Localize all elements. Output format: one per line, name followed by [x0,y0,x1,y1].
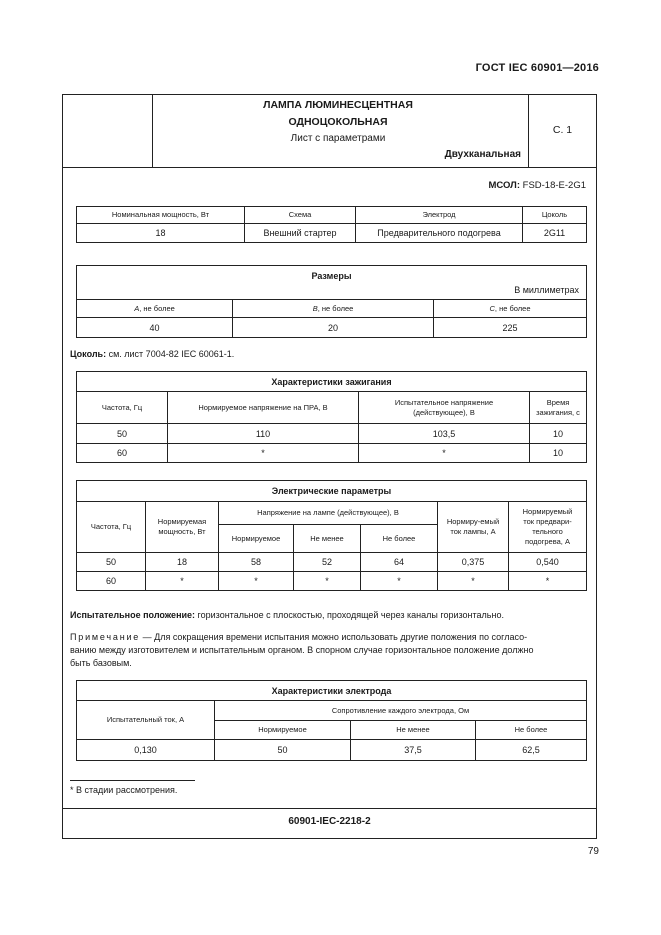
header-el-current: Нормиру-емый ток лампы, А [438,502,509,553]
header-el-power: Нормируемая мощность, Вт [146,502,219,553]
header-ign-freq: Частота, Гц [77,392,168,424]
resist-max-value: 62,5 [476,740,587,761]
electrode-title: Характеристики электрода [77,681,587,701]
value-electrode: Предварительного подогрева [356,224,523,243]
subtitle: Лист с параметрами [290,133,386,144]
note-text-3: быть базовым. [70,658,132,668]
ign-r1-ballast: 110 [168,424,359,444]
footnote-divider [70,780,195,781]
test-position-text: горизонтальное с плоскостью, проходящей через каналы горизонтально. [195,610,504,620]
header-el-v-rated: Нормируемое [219,525,294,553]
el-r1-preheat: 0,540 [509,553,587,572]
test-position [70,609,504,622]
dim-b-letter: B [312,303,318,313]
footnote: * В стадии рассмотрения. [70,785,178,795]
value-base: 2G11 [523,224,587,243]
note-text-2: ванию между изготовителем и испытательным органом. В спорном случае горизонтальное положение должно [70,645,534,655]
header-ign-ballast-voltage: Нормируемое напряжение на ПРА, В [168,392,359,424]
dim-c-letter: C [489,303,495,313]
header-resist-max: Не более [476,721,587,740]
header-electrode-resistance: Сопротивление каждого электрода, Ом [215,701,587,721]
ign-r2-test: * [359,444,530,463]
title-line-2: ОДНОЦОКОЛЬНАЯ [288,116,388,128]
el-r2-power: * [146,572,219,591]
electrical-title: Электрические параметры [77,481,587,502]
ignition-title: Характеристики зажигания [77,372,587,392]
standard-number: ГОСТ IEC 60901—2016 [475,62,599,74]
ignition-table [76,371,587,463]
dim-b-suffix: , не более [317,303,354,313]
note-text-1: — Для сокращения времени испытания можно использовать другие положения по согласо- [140,632,528,642]
base-note [70,348,234,361]
dimensions-title: Размеры [311,271,352,281]
el-r1-freq: 50 [77,553,146,572]
electrode-table [76,680,587,761]
header-dim-b [233,300,434,318]
el-r1-v-min: 52 [294,553,361,572]
el-r1-current: 0,375 [438,553,509,572]
dim-c-suffix: , не более [494,303,531,313]
title-line-1: ЛАМПА ЛЮМИНЕСЦЕНТНАЯ [263,99,413,111]
header-el-v-max: Не более [361,525,438,553]
sheet-number: С. 1 [552,124,573,136]
ign-r1-time: 10 [530,424,587,444]
note [70,631,595,670]
header-el-v-min: Не менее [294,525,361,553]
ign-r2-ballast: * [168,444,359,463]
header-dim-c [434,300,587,318]
base-note-text: см. лист 7004-82 IEC 60061-1. [106,349,235,359]
dimensions-title-cell [77,266,587,300]
header-power: Номинальная мощность, Вт [77,207,245,224]
header-el-freq: Частота, Гц [77,502,146,553]
note-label: Примечание [70,632,141,642]
msol-label: МСОЛ: [488,180,520,191]
el-r2-v-max: * [361,572,438,591]
electrical-table [76,480,587,591]
ign-r1-freq: 50 [77,424,168,444]
value-dim-c: 225 [434,318,587,338]
footer-code: 60901-IEC-2218-2 [288,816,371,827]
el-r1-power: 18 [146,553,219,572]
header-el-preheat: Нормируемый ток предвари-тельного подогрева, А [509,502,587,553]
header-resist-min: Не менее [351,721,476,740]
value-dim-b: 20 [233,318,434,338]
header-electrode-current: Испытательный ток, А [77,701,215,740]
header-ign-time: Время зажигания, с [530,392,587,424]
ign-r2-time: 10 [530,444,587,463]
resist-min-value: 37,5 [351,740,476,761]
value-power: 18 [77,224,245,243]
el-r2-current: * [438,572,509,591]
base-note-label: Цоколь: [70,349,107,359]
header-dim-a [77,300,233,318]
header-electrode: Электрод [356,207,523,224]
dimensions-table [76,265,587,338]
header-base: Цоколь [523,207,587,224]
page-number: 79 [587,846,599,857]
electrode-current-value: 0,130 [77,740,215,761]
test-position-label: Испытательное положение: [70,610,196,620]
header-ign-test-voltage: Испытательное напряжение (действующее), В [359,392,530,424]
header-circuit: Схема [245,207,356,224]
dim-a-suffix: , не более [139,303,175,313]
footer-divider [62,808,597,809]
value-circuit: Внешний стартер [245,224,356,243]
header-resist-rated: Нормируемое [215,721,351,740]
lamp-type: Двухканальная [444,149,521,160]
dim-a-letter: A [134,303,140,313]
dimensions-unit: В миллиметрах [514,285,579,295]
el-r1-v-rated: 58 [219,553,294,572]
resist-rated-value: 50 [215,740,351,761]
header-el-voltage: Напряжение на лампе (действующее), В [219,502,438,525]
el-r2-preheat: * [509,572,587,591]
value-dim-a: 40 [77,318,233,338]
el-r1-v-max: 64 [361,553,438,572]
msol-value: FSD-18-E-2G1 [522,180,586,191]
el-r2-v-min: * [294,572,361,591]
ign-r2-freq: 60 [77,444,168,463]
ign-r1-test: 103,5 [359,424,530,444]
el-r2-freq: 60 [77,572,146,591]
lamp-basic-table [76,206,587,243]
el-r2-v-rated: * [219,572,294,591]
msol-code [488,180,586,191]
